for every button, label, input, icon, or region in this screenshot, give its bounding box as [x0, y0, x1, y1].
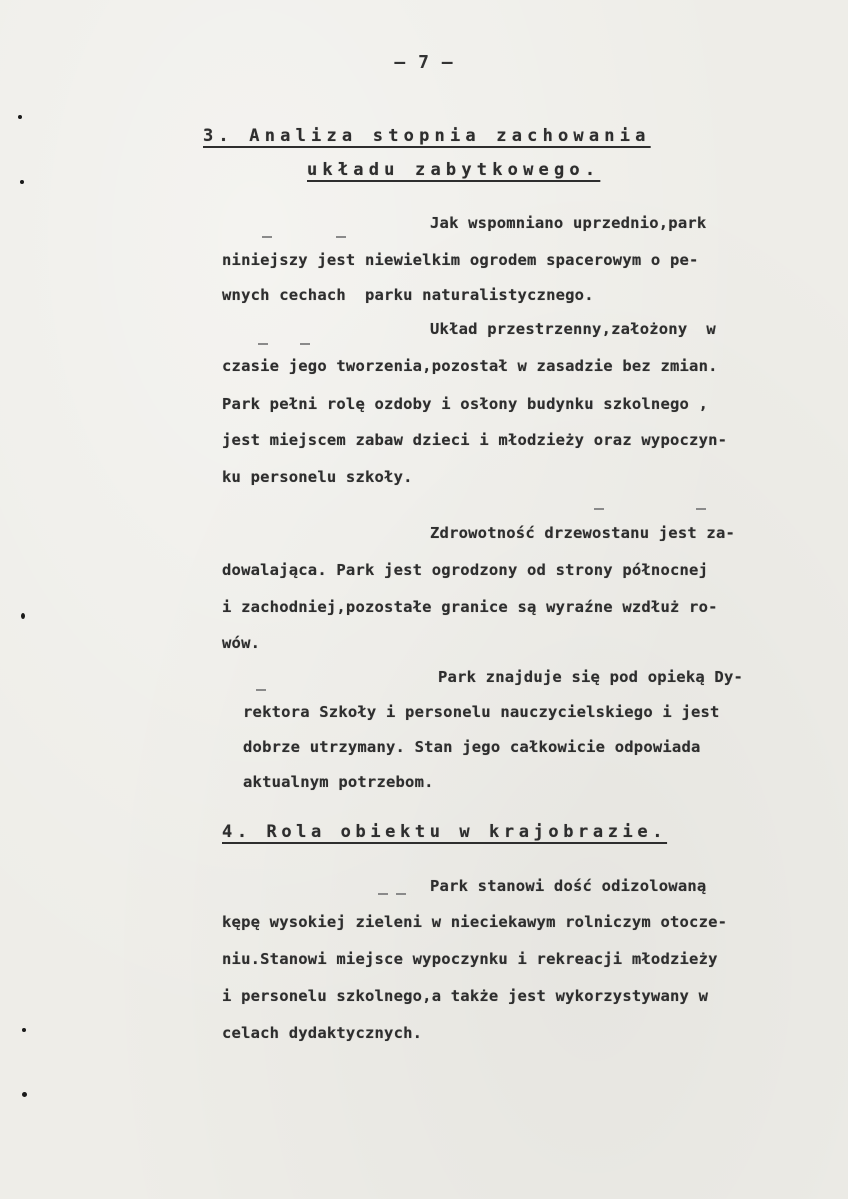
section-3-heading-line-2: układu zabytkowego.: [307, 160, 601, 180]
margin-mark: [22, 1028, 26, 1032]
paragraph-line: celach dydaktycznych.: [222, 1024, 423, 1042]
stray-mark: [262, 236, 272, 238]
paragraph-line: dobrze utrzymany. Stan jego całkowicie odpowiada: [243, 738, 701, 756]
paragraph-line: dowalająca. Park jest ogrodzony od strony północnej: [222, 561, 709, 579]
paragraph-line: ku personelu szkoły.: [222, 468, 413, 486]
paragraph-line: Zdrowotność drzewostanu jest za-: [430, 524, 736, 542]
paragraph-line: wnych cechach parku naturalistycznego.: [222, 286, 594, 304]
paragraph-line: Park znajduje się pod opieką Dy-: [438, 668, 744, 686]
section-3-heading-line-1: 3. Analiza stopnia zachowania: [203, 126, 651, 146]
paragraph-line: Park stanowi dość odizolowaną: [430, 877, 707, 895]
paragraph-line: niniejszy jest niewielkim ogrodem spacerowym o pe-: [222, 251, 699, 269]
stray-mark: [258, 343, 268, 345]
stray-mark: [256, 689, 266, 691]
margin-mark: [20, 180, 24, 184]
paragraph-line: wów.: [222, 634, 261, 652]
paragraph-line: i personelu szkolnego,a także jest wykorzystywany w: [222, 987, 709, 1005]
stray-mark: [396, 893, 406, 895]
paragraph-line: niu.Stanowi miejsce wypoczynku i rekreacji młodzieży: [222, 950, 718, 968]
page-number: — 7 —: [394, 52, 454, 73]
paragraph-line: Jak wspomniano uprzednio,park: [430, 214, 707, 232]
paragraph-line: i zachodniej,pozostałe granice są wyraźne wzdłuż ro-: [222, 598, 718, 616]
margin-mark: [18, 115, 22, 119]
stray-mark: [378, 893, 388, 895]
stray-mark: [336, 236, 346, 238]
paragraph-line: jest miejscem zabaw dzieci i młodzieży oraz wypoczyn-: [222, 431, 728, 449]
margin-mark: [22, 1092, 27, 1097]
paragraph-line: czasie jego tworzenia,pozostał w zasadzie bez zmian.: [222, 357, 718, 375]
paragraph-line: aktualnym potrzebom.: [243, 773, 434, 791]
paragraph-line: rektora Szkoły i personelu nauczycielskiego i jest: [243, 703, 720, 721]
paragraph-line: Układ przestrzenny,założony w: [430, 320, 716, 338]
section-4-heading: 4. Rola obiektu w krajobrazie.: [222, 822, 668, 842]
stray-mark: [594, 508, 604, 510]
margin-mark: [21, 613, 25, 619]
stray-mark: [696, 508, 706, 510]
paragraph-line: kępę wysokiej zieleni w nieciekawym rolniczym otocze-: [222, 913, 728, 931]
stray-mark: [300, 343, 310, 345]
paragraph-line: Park pełni rolę ozdoby i osłony budynku szkolnego ,: [222, 395, 709, 413]
